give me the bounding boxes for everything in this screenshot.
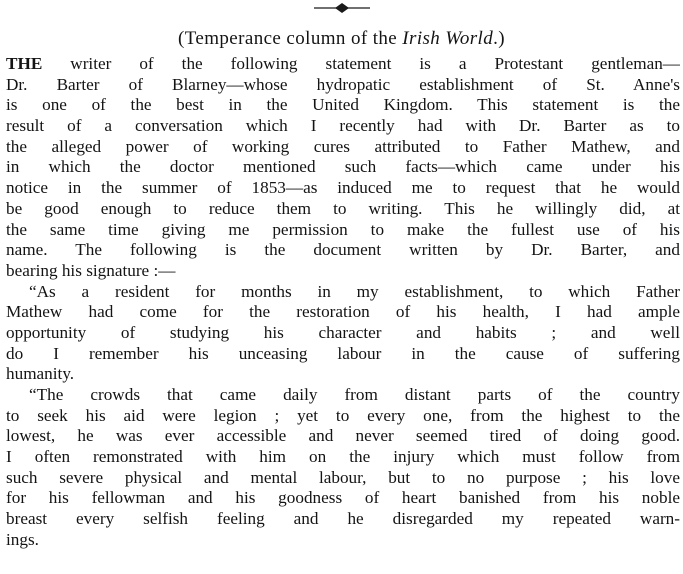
article-body bbox=[6, 54, 680, 551]
heading-suffix: .) bbox=[493, 28, 505, 49]
text-line: to seek his aid were legion ; yet to every one, from the highest to the bbox=[6, 405, 680, 425]
text-line: is one of the best in the United Kingdom. This statement is the bbox=[6, 95, 680, 115]
text-line: notice in the summer of 1853—as induced me to request that he would bbox=[6, 178, 680, 198]
text-line: ings. bbox=[6, 529, 39, 549]
text-line: Mathew had come for the restoration of his health, I had ample bbox=[6, 302, 680, 322]
text-line: opportunity of studying his character and habits ; and well bbox=[6, 322, 680, 342]
text-line: breast every selfish feeling and he disregarded my repeated warn- bbox=[6, 509, 680, 529]
text-line: the alleged power of working cures attributed to Father Mathew, and bbox=[6, 136, 680, 156]
paragraph-quote-1 bbox=[6, 282, 680, 385]
publication-name: Irish World bbox=[402, 28, 494, 49]
text-line: name. The following is the document written by Dr. Barter, and bbox=[6, 240, 680, 260]
text-line: I often remonstrated with him on the injury which must follow from bbox=[6, 447, 680, 467]
diamond-rule-ornament bbox=[314, 2, 370, 14]
text-line: result of a conversation which I recently had with Dr. Barter as to bbox=[6, 116, 680, 136]
column-heading bbox=[0, 28, 683, 50]
text-line: Dr. Barter of Blarney—whose hydropatic establishment of St. Anne's bbox=[6, 74, 680, 94]
text-line: THE writer of the following statement is a Protestant gentleman— bbox=[6, 54, 680, 73]
heading-prefix: (Temperance column of the bbox=[177, 28, 403, 49]
text-line: “As a resident for months in my establishment, to which Father bbox=[29, 281, 680, 301]
text-line: humanity. bbox=[6, 364, 75, 384]
lead-word: THE bbox=[6, 54, 43, 73]
text-line: the same time giving me permission to make the fullest use of his bbox=[6, 219, 680, 239]
text-line: such severe physical and mental labour, but to no purpose ; his love bbox=[6, 467, 680, 487]
text-line: be good enough to reduce them to writing. This he willingly did, at bbox=[6, 198, 680, 218]
text-line: bearing his signature :— bbox=[6, 260, 176, 280]
paragraph-introduction bbox=[6, 54, 680, 282]
text-line: do I remember his unceasing labour in the cause of suffering bbox=[6, 343, 680, 363]
text-line: lowest, he was ever accessible and never seemed tired of doing good. bbox=[6, 426, 680, 446]
text-line: for his fellowman and his goodness of heart banished from his noble bbox=[6, 488, 680, 508]
paragraph-quote-2 bbox=[6, 385, 680, 551]
text-line: in which the doctor mentioned such facts—which came under his bbox=[6, 157, 680, 177]
text-line: “The crowds that came daily from distant parts of the country bbox=[29, 385, 680, 404]
